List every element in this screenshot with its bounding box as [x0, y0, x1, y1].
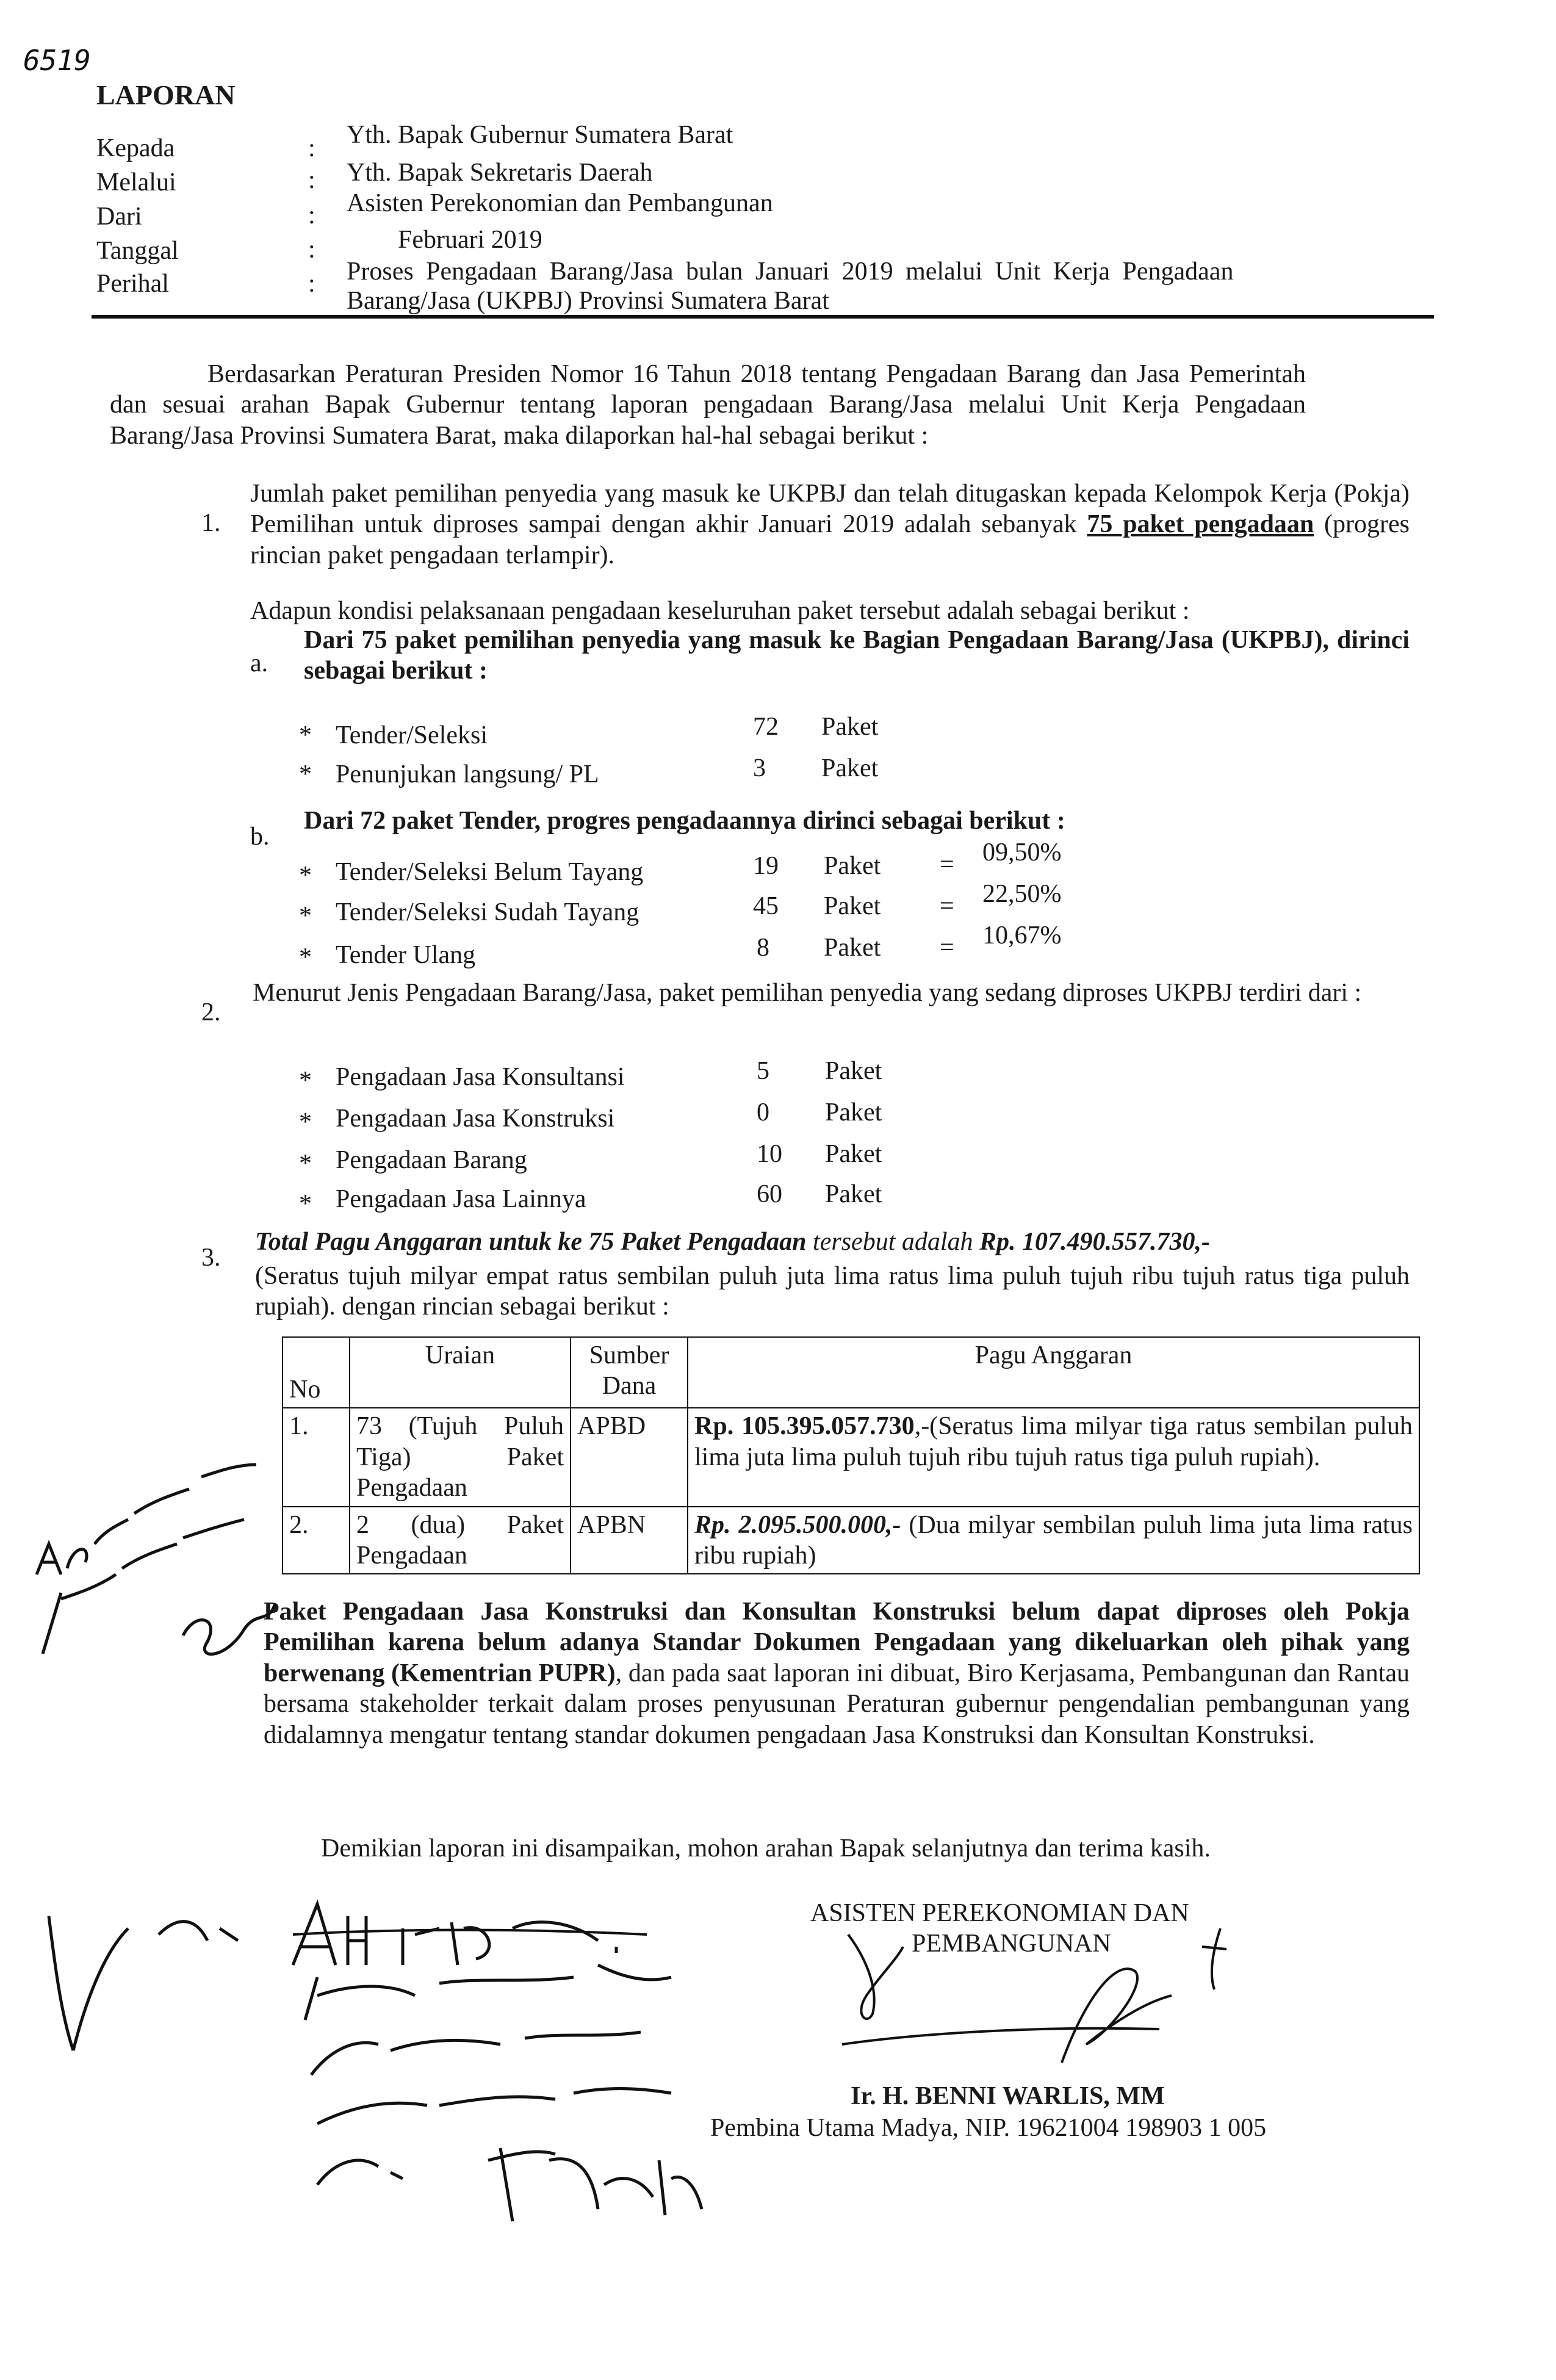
list-item-count: 0 — [757, 1098, 769, 1127]
list-item-unit: Paket — [821, 713, 879, 741]
item-3-total-label: Total Pagu Anggaran untuk ke 75 Paket Pengadaan — [255, 1228, 807, 1256]
list-item-name: Tender Ulang — [336, 941, 476, 969]
item-2-number: 2. — [201, 998, 221, 1026]
table-cell-pagu — [688, 1507, 1419, 1574]
list-item-unit: Paket — [824, 934, 881, 962]
header-value-tanggal: Februari 2019 — [398, 226, 542, 254]
header-sep: : — [308, 236, 315, 264]
list-item-percent: 22,50% — [982, 880, 1062, 908]
table-cell-no: 1. — [283, 1408, 350, 1506]
list-item-percent: 10,67% — [982, 921, 1062, 950]
list-item-count: 5 — [757, 1057, 769, 1085]
item-1-highlight: 75 paket pengadaan — [1087, 510, 1314, 539]
handwritten-reference-number: 6519 — [23, 44, 91, 77]
header-label-melalui: Melalui — [96, 168, 176, 197]
column-header-pagu: Pagu Anggaran — [688, 1337, 1419, 1408]
signature-position-line2: PEMBANGUNAN — [912, 1930, 1111, 1958]
item-1-text-end: (progres rincian paket pengadaan terlampir). — [250, 510, 1410, 569]
list-item-count: 3 — [753, 754, 766, 782]
intro-paragraph — [110, 359, 1306, 451]
note-paragraph — [264, 1596, 1410, 1750]
bullet-icon: * — [299, 862, 312, 890]
list-item-name: Pengadaan Barang — [336, 1146, 527, 1174]
header-value-dari: Asisten Perekonomian dan Pembangunan — [347, 189, 773, 217]
list-item-count: 19 — [753, 852, 779, 880]
list-item-name: Tender/Seleksi — [336, 721, 488, 749]
bullet-icon: * — [299, 1108, 312, 1136]
table-row — [283, 1507, 1419, 1574]
header-sep: : — [308, 201, 315, 229]
header-value-perihal: Proses Pengadaan Barang/Jasa bulan Januari 2019 melalui Unit Kerja Pengadaan — [347, 258, 1234, 286]
list-item-count: 45 — [753, 892, 779, 920]
table-cell-uraian: 73 (Tujuh Puluh Tiga) Paket Pengadaan — [350, 1408, 571, 1506]
signature-position-line1: ASISTEN PEREKONOMIAN DAN — [810, 1899, 1189, 1927]
item-3-number: 3. — [201, 1244, 221, 1272]
header-label-tanggal: Tanggal — [96, 237, 179, 265]
list-item-name: Pengadaan Jasa Konstruksi — [336, 1105, 615, 1133]
list-item-count: 8 — [757, 934, 769, 962]
header-sep: : — [308, 270, 315, 298]
pagu-table — [282, 1336, 1420, 1574]
list-item-count: 60 — [757, 1180, 782, 1208]
table-cell-sumber: APBD — [571, 1408, 688, 1506]
handwritten-margin-note — [24, 1452, 281, 1709]
bullet-icon: * — [299, 721, 312, 749]
list-item-unit: Paket — [825, 1180, 882, 1208]
table-cell-amount: Rp. 2.095.500.000,- — [694, 1510, 901, 1539]
list-item-name: Tender/Seleksi Belum Tayang — [336, 858, 644, 886]
note-bold-text: Paket Pengadaan Jasa Konstruksi dan Konsultan Konstruksi belum dapat diproses oleh Pokja Pemilihan karena belum adanya Standar Dokumen Pengadaan yang dikeluarkan oleh pihak yang berwenang (Kementrian PUPR) — [264, 1598, 1410, 1687]
bullet-icon: * — [299, 902, 312, 930]
list-item-unit: Paket — [825, 1098, 882, 1127]
list-item-name: Pengadaan Jasa Lainnya — [336, 1185, 586, 1213]
header-label-kepada: Kepada — [96, 134, 175, 162]
item-1a-label: a. — [250, 649, 268, 677]
column-header-sumber-dana: Sumber Dana — [571, 1337, 688, 1408]
bullet-icon: * — [299, 1150, 312, 1178]
bullet-icon: * — [299, 943, 312, 972]
list-item-unit: Paket — [825, 1140, 882, 1168]
item-1b-heading: Dari 72 paket Tender, progres pengadaannya dirinci sebagai berikut : — [304, 807, 1065, 835]
list-item-unit: Paket — [824, 892, 881, 920]
item-1b-label: b. — [250, 823, 270, 851]
bullet-icon: * — [299, 1190, 312, 1218]
table-cell-no: 2. — [283, 1507, 350, 1574]
item-3-heading — [255, 1227, 1210, 1257]
item-1a-heading: Dari 75 paket pemilihan penyedia yang masuk ke Bagian Pengadaan Barang/Jasa (UKPBJ), dirinci sebagai berikut : — [304, 626, 1410, 685]
list-item-name: Penunjukan langsung/ PL — [336, 760, 599, 788]
column-header-no: No — [283, 1337, 350, 1408]
table-cell-pagu — [688, 1408, 1419, 1506]
header-value-kepada: Yth. Bapak Gubernur Sumatera Barat — [347, 121, 733, 149]
bullet-icon: * — [299, 760, 312, 788]
list-item-name: Tender/Seleksi Sudah Tayang — [336, 898, 639, 926]
list-item-name: Pengadaan Jasa Konsultansi — [336, 1063, 625, 1091]
header-label-dari: Dari — [96, 203, 142, 231]
list-item-percent: 09,50% — [982, 838, 1062, 867]
closing-sentence: Demikian laporan ini disampaikan, mohon arahan Bapak selanjutnya dan terima kasih. — [321, 1834, 1211, 1863]
table-cell-amount-text: ,-(Seratus lima milyar tiga ratus sembilan puluh lima juta lima puluh tujuh ribu tujuh ratus tiga puluh rupiah). — [694, 1412, 1413, 1471]
item-2-paragraph: Menurut Jenis Pengadaan Barang/Jasa, paket pemilihan penyedia yang sedang diproses UKPBJ terdiri dari : — [253, 979, 1362, 1007]
item-1-paragraph — [250, 478, 1410, 571]
list-item-equals: = — [940, 934, 954, 962]
signatory-name: Ir. H. BENNI WARLIS, MM — [851, 2082, 1165, 2110]
table-cell-uraian: 2 (dua) Paket Pengadaan — [350, 1507, 571, 1574]
table-cell-amount: Rp. 105.395.057.730 — [694, 1412, 915, 1441]
bullet-icon: * — [299, 1067, 312, 1095]
intro-text: Berdasarkan Peraturan Presiden Nomor 16 Tahun 2018 tentang Pengadaan Barang dan Jasa Pemerintah dan sesuai arahan Bapak Gubernur tentang laporan pengadaan Barang/Jasa melalui Unit Kerja Pengadaan Barang/Jasa Provinsi Sumatera Barat, maka dilaporkan hal-hal sebagai berikut : — [110, 360, 1306, 450]
column-header-uraian: Uraian — [350, 1337, 571, 1408]
item-1-number: 1. — [201, 509, 221, 537]
signatory-rank: Pembina Utama Madya, NIP. 19621004 198903 1 005 — [710, 2114, 1267, 2142]
list-item-unit: Paket — [825, 1057, 882, 1085]
item-3-paragraph: (Seratus tujuh milyar empat ratus sembilan puluh juta lima ratus lima puluh tujuh ribu tujuh ratus tiga puluh rupiah). dengan rincian sebagai berikut : — [255, 1262, 1410, 1321]
list-item-equals: = — [940, 851, 954, 879]
list-item-unit: Paket — [821, 754, 879, 782]
table-header-row — [283, 1337, 1419, 1408]
header-label-perihal: Perihal — [96, 270, 169, 298]
list-item-count: 72 — [753, 713, 779, 741]
table-cell-amount-text: (Dua milyar sembilan puluh lima juta lima ratus ribu rupiah) — [694, 1510, 1413, 1570]
item-3-connector: tersebut adalah — [806, 1228, 980, 1256]
handwritten-signature — [830, 1922, 1233, 2081]
document-title: LAPORAN — [96, 79, 236, 110]
table-cell-sumber: APBN — [571, 1507, 688, 1574]
note-text: , dan pada saat laporan ini dibuat, Biro Kerjasama, Pembangunan dan Rantau bersama stakeholder terkait dalam proses penyusunan Peraturan gubernur pengendalian pembangunan yang didalamnya mengatur tentang standar dokumen pengadaan Jasa Konstruksi dan Konsultan Konstruksi. — [264, 1659, 1410, 1749]
item-1-text: Jumlah paket pemilihan penyedia yang masuk ke UKPBJ dan telah ditugaskan kepada Kelompok Kerja (Pokja) Pemilihan untuk diproses sampai dengan akhir Januari 2019 adalah sebanyak — [250, 480, 1410, 539]
header-sep: : — [308, 134, 315, 162]
list-item-unit: Paket — [824, 852, 881, 880]
header-divider — [92, 315, 1434, 319]
handwritten-disposition — [37, 1892, 720, 2234]
item-3-total-amount: Rp. 107.490.557.730,- — [979, 1228, 1211, 1256]
list-item-count: 10 — [757, 1140, 782, 1168]
header-value-melalui: Yth. Bapak Sekretaris Daerah — [347, 159, 653, 187]
list-item-equals: = — [940, 892, 954, 920]
table-row — [283, 1408, 1419, 1506]
item-1-adapun: Adapun kondisi pelaksanaan pengadaan keseluruhan paket tersebut adalah sebagai berikut : — [250, 597, 1190, 625]
header-value-perihal-cont: Barang/Jasa (UKPBJ) Provinsi Sumatera Barat — [347, 287, 829, 315]
header-sep: : — [308, 166, 315, 194]
